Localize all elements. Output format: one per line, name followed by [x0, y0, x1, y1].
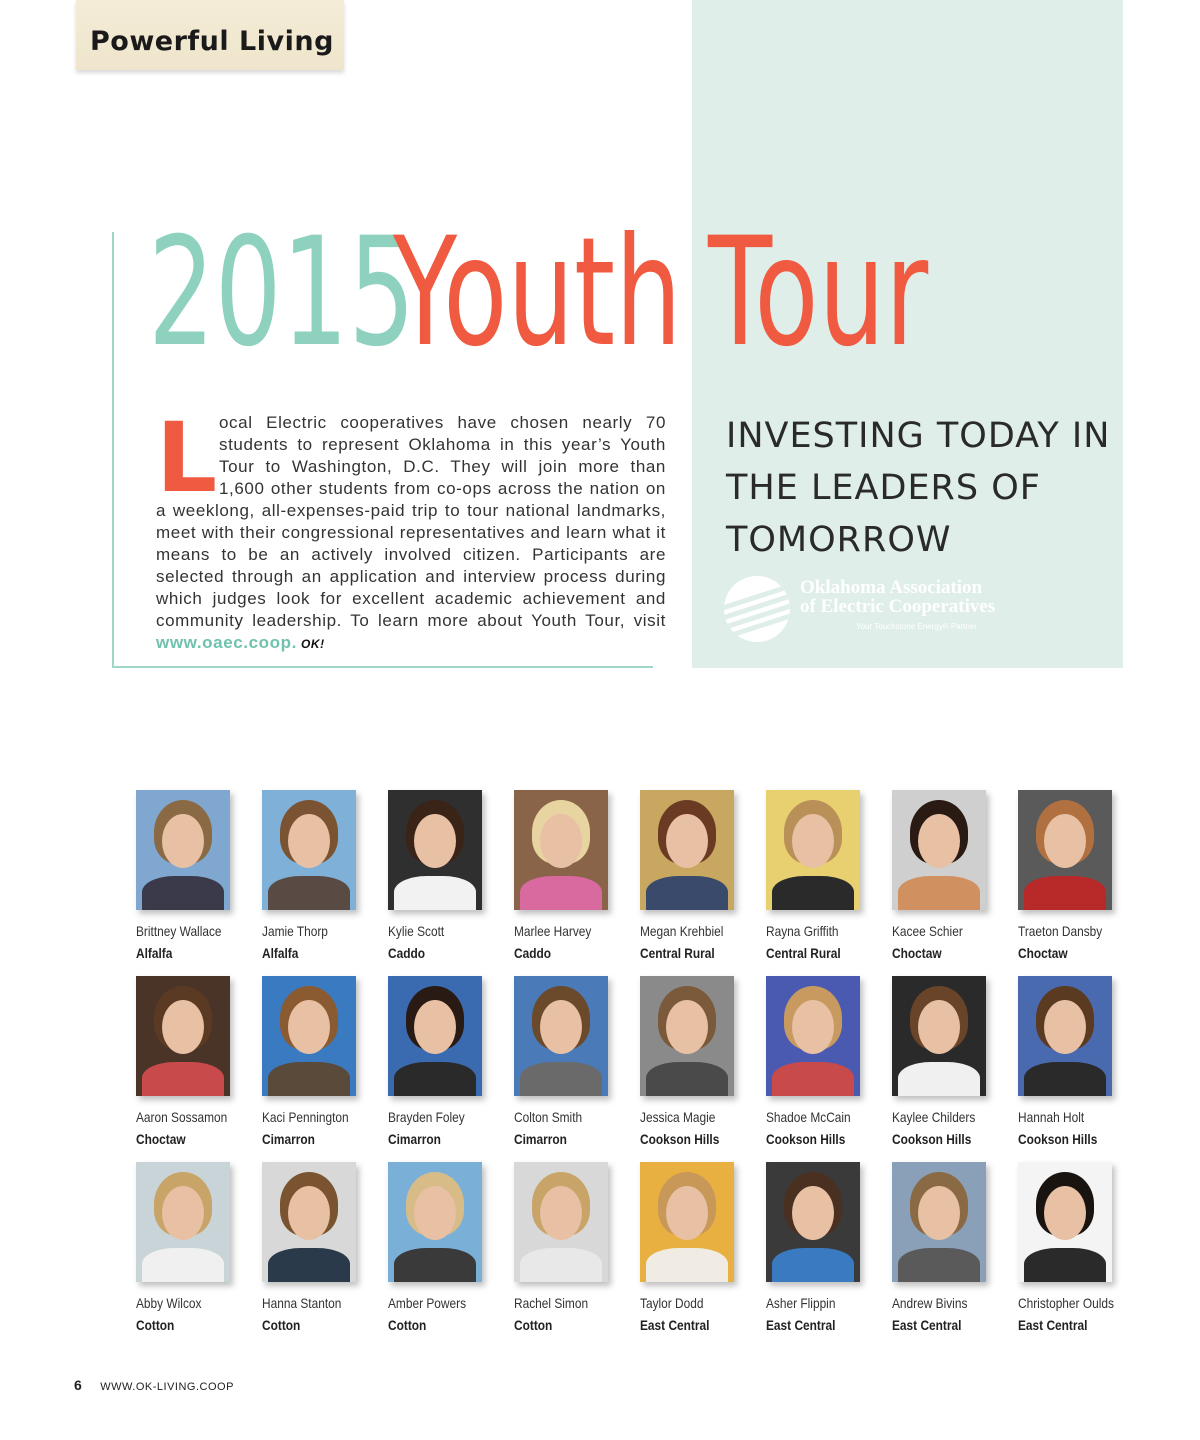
student-cooperative: Choctaw — [1018, 945, 1068, 961]
student-cooperative: East Central — [1018, 1317, 1088, 1333]
student-photo — [136, 790, 230, 910]
student-name: Megan Krehbiel — [640, 923, 724, 939]
student-photo — [1018, 1162, 1112, 1282]
student-cooperative: Choctaw — [892, 945, 942, 961]
student-name: Brayden Foley — [388, 1109, 465, 1125]
student-card — [262, 790, 382, 970]
student-photo — [388, 976, 482, 1096]
student-name: Colton Smith — [514, 1109, 583, 1125]
student-photo — [892, 976, 986, 1096]
student-cooperative: Cookson Hills — [1018, 1131, 1098, 1147]
student-name: Kaylee Childers — [892, 1109, 976, 1125]
student-cooperative: Cimarron — [514, 1131, 567, 1147]
student-cooperative: Alfalfa — [262, 945, 299, 961]
student-name: Traeton Dansby — [1018, 923, 1103, 939]
student-card — [766, 790, 886, 970]
oaec-subline: Your Touchstone Energy® Partner — [856, 622, 978, 631]
oaec-name-line1: Oklahoma Association — [800, 577, 983, 598]
student-card — [262, 976, 382, 1156]
student-cooperative: East Central — [640, 1317, 710, 1333]
student-card — [640, 790, 760, 970]
student-cooperative: East Central — [766, 1317, 836, 1333]
page-number: 6 — [74, 1377, 82, 1393]
student-cooperative: Cookson Hills — [640, 1131, 720, 1147]
oaec-name-line2: of Electric Cooperatives — [800, 596, 996, 617]
student-card — [1018, 1162, 1138, 1342]
title-tour: Tour — [708, 206, 929, 380]
student-cooperative: Choctaw — [136, 1131, 186, 1147]
student-photo — [514, 790, 608, 910]
tagline: INVESTING TODAY IN THE LEADERS OF TOMORROW — [726, 416, 1111, 560]
student-card — [892, 1162, 1012, 1342]
student-cooperative: Cimarron — [262, 1131, 315, 1147]
student-card — [136, 790, 256, 970]
student-card — [136, 1162, 256, 1342]
student-photo — [640, 790, 734, 910]
student-name: Shadoe McCain — [766, 1109, 851, 1125]
student-name: Hanna Stanton — [262, 1295, 342, 1311]
student-photo — [892, 1162, 986, 1282]
student-photo — [136, 976, 230, 1096]
student-card — [766, 976, 886, 1156]
student-cooperative: Cotton — [262, 1317, 301, 1333]
oaec-link[interactable]: www.oaec.coop. — [156, 633, 297, 652]
student-card — [388, 790, 508, 970]
student-photo — [388, 790, 482, 910]
student-cooperative: Cookson Hills — [766, 1131, 846, 1147]
student-name: Hannah Holt — [1018, 1109, 1085, 1125]
student-cooperative: Caddo — [514, 945, 552, 961]
student-cooperative: Cotton — [514, 1317, 553, 1333]
student-name: Kylie Scott — [388, 923, 445, 939]
student-cooperative: Caddo — [388, 945, 426, 961]
student-card — [262, 1162, 382, 1342]
student-photo — [262, 1162, 356, 1282]
student-photo — [1018, 790, 1112, 910]
student-photo — [514, 1162, 608, 1282]
student-card — [892, 976, 1012, 1156]
student-name: Marlee Harvey — [514, 923, 592, 939]
student-cooperative: Cookson Hills — [892, 1131, 972, 1147]
student-photo — [640, 976, 734, 1096]
student-name: Taylor Dodd — [640, 1295, 704, 1311]
student-photo — [262, 790, 356, 910]
student-photo — [766, 790, 860, 910]
student-cooperative: Alfalfa — [136, 945, 173, 961]
student-cooperative: Central Rural — [640, 945, 715, 961]
student-cooperative: East Central — [892, 1317, 962, 1333]
student-name: Rayna Griffith — [766, 923, 839, 939]
student-photo — [892, 790, 986, 910]
section-tag-label: Powerful Living — [90, 26, 334, 57]
drop-cap: L — [156, 402, 218, 514]
student-name: Christopher Oulds — [1018, 1295, 1114, 1311]
student-photo — [1018, 976, 1112, 1096]
student-photo — [640, 1162, 734, 1282]
student-name: Andrew Bivins — [892, 1295, 968, 1311]
student-name: Kaci Pennington — [262, 1109, 349, 1125]
student-card — [1018, 790, 1138, 970]
student-name: Rachel Simon — [514, 1295, 589, 1311]
student-photo — [766, 1162, 860, 1282]
student-name: Brittney Wallace — [136, 923, 222, 939]
title-youth: Youth — [393, 206, 682, 380]
student-name: Abby Wilcox — [136, 1295, 202, 1311]
student-card — [514, 976, 634, 1156]
student-photo — [766, 976, 860, 1096]
student-cooperative: Central Rural — [766, 945, 841, 961]
student-card — [640, 1162, 760, 1342]
student-cooperative: Cotton — [136, 1317, 175, 1333]
student-card — [640, 976, 760, 1156]
student-card — [388, 976, 508, 1156]
student-card — [892, 790, 1012, 970]
student-card — [388, 1162, 508, 1342]
student-cooperative: Cotton — [388, 1317, 427, 1333]
student-name: Asher Flippin — [766, 1295, 836, 1311]
student-photo — [388, 1162, 482, 1282]
student-card — [136, 976, 256, 1156]
student-name: Jamie Thorp — [262, 923, 328, 939]
student-card — [766, 1162, 886, 1342]
student-name: Aaron Sossamon — [136, 1109, 228, 1125]
student-name: Amber Powers — [388, 1295, 467, 1311]
student-name: Jessica Magie — [640, 1109, 716, 1125]
student-card — [514, 790, 634, 970]
student-photo — [136, 1162, 230, 1282]
student-cooperative: Cimarron — [388, 1131, 441, 1147]
footer-site[interactable]: WWW.OK-LIVING.COOP — [100, 1381, 234, 1393]
student-card — [1018, 976, 1138, 1156]
student-photo — [262, 976, 356, 1096]
ok-end-mark: OK! — [300, 637, 325, 651]
student-card — [514, 1162, 634, 1342]
page-footer — [74, 1377, 234, 1395]
student-photo — [514, 976, 608, 1096]
student-name: Kacee Schier — [892, 923, 963, 939]
title-year: 2015 — [148, 206, 416, 380]
intro-text: ocal Electric cooperatives have chosen nearly 70 students to represent Oklahoma in this year’s Youth Tour to Washington, D.C. They will join more than 1,600 other students from co-ops across the nation on a weeklong, all-expenses-paid trip to tour national landmarks, meet with their congressional representatives and learn what it means to be an actively involved citizen. Participants are selected through an application and interview process during which judges look for excellent academic achievement and community leadership. To learn more about Youth Tour, visit — [156, 413, 666, 630]
